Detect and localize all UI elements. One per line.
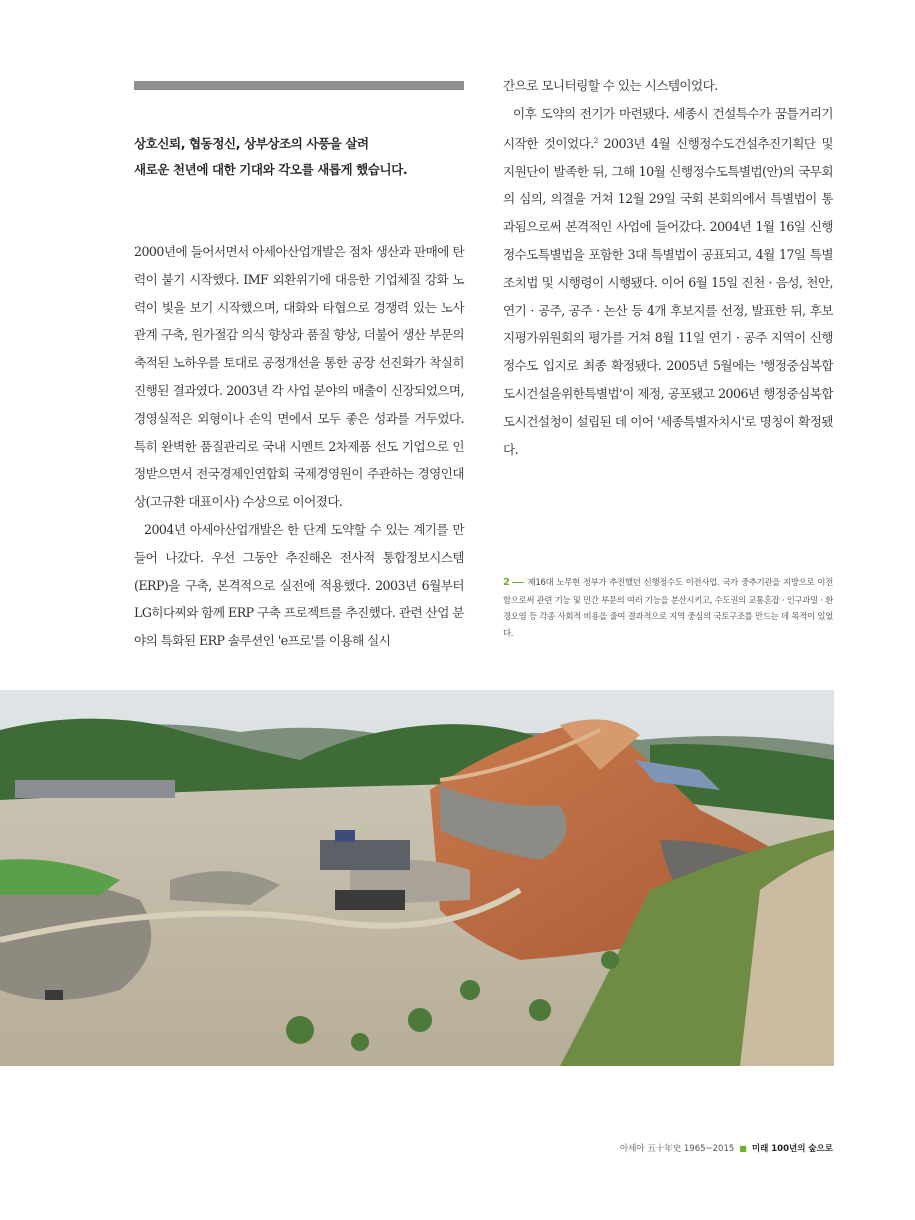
footer-book-title: 아세아 五十年史 1965~2015	[619, 1144, 735, 1154]
footnote-number: 2	[503, 577, 524, 588]
right-paragraph-2b: 2003년 4월 신행정수도건설추진기획단 및 지원단이 발족한 뒤, 그해 10월 신행정수도특별법(안)의 국무회의 심의, 의결을 거쳐 12월 29일 국회 본회의에서 특별법이 통과됨으로써 본격적인 사업에 들어갔다. 2004년 1월 16일 신행정수도특별법을 포함한 3대 특별법이 공표되고, 4월 17일 특별조치법 및 시행령이 시행됐다. 이어 6월 15일 진천 · 음성, 천안, 연기 · 공주, 공주 · 논산 등 4개 후보지를 선정, 발표한 뒤, 후보지평가위원회의 평가를 거쳐 8월 11일 연기 · 공주 지역이 신행정수도 입지로 최종 확정됐다. 2005년 5월에는 '행정중심복합도시건설을위한특별법'이 제정, 공포됐고 2006년 행정중심복합도시건설청이 설립된 데 이어 '세종특별자치시'로 명칭이 확정됐다.	[503, 135, 833, 457]
left-column	[134, 238, 464, 655]
right-paragraph-2a: 이후 도약의 전기가 마련됐다. 세종시 건설특수가 꿈틀거리기 시작한 것이었다.	[503, 105, 833, 151]
lead-statement	[134, 131, 474, 183]
lead-line-1: 상호신뢰, 협동정신, 상부상조의 사풍을 살려	[134, 136, 369, 151]
page-footer	[620, 1142, 833, 1154]
footnote-reference: 2	[593, 136, 598, 145]
lead-line-2: 새로운 천년에 대한 기대와 각오를 새롭게 했습니다.	[134, 162, 408, 177]
footnote-text: 제16대 노무현 정부가 추진했던 신행정수도 이전사업. 국가 중추기관을 지방으로 이전함으로써 관련 기능 및 민간 부문의 여러 기능을 분산시키고, 수도권의 교통혼잡 · 인구과밀 · 환경오염 등 각종 사회적 비용을 줄여 결과적으로 지역 중심의 국토구조를 만드는 데 목적이 있었다.	[503, 577, 833, 638]
footnote	[503, 574, 833, 641]
right-paragraph-1: 간으로 모니터링할 수 있는 시스템이었다.	[503, 78, 718, 93]
footer-chapter-title: 미래 100년의 숲으로	[751, 1144, 833, 1154]
left-paragraph-2: 2004년 아세아산업개발은 한 단계 도약할 수 있는 계기를 만들어 나갔다. 우선 그동안 추진해온 전사적 통합정보시스템(ERP)을 구축, 본격적으로 실전에 적용했다. 2003년 6월부터 LG히다찌와 함께 ERP 구축 프로젝트를 추진했다. 관련 산업 분야의 특화된 ERP 솔루션인 'e프로'를 이용해 실시	[134, 521, 464, 649]
right-paragraph-2	[503, 100, 833, 464]
left-paragraph-1: 2000년에 들어서면서 아세아산업개발은 점차 생산과 판매에 탄력이 붙기 시작했다. IMF 외환위기에 대응한 기업체질 강화 노력이 빛을 보기 시작했으며, 대화와 타협으로 경쟁력 있는 노사관계 구축, 원가절감 의식 향상과 품질 향상, 더불어 생산 부문의 축적된 노하우를 토대로 공정개선을 통한 공장 선진화가 착실히 진행된 결과였다. 2003년 각 사업 분야의 매출이 신장되었으며, 경영실적은 외형이나 손익 면에서 모두 좋은 성과를 거두었다. 특히 완벽한 품질관리로 국내 시멘트 2차제품 선도 기업으로 인정받으면서 전국경제인연합회 국제경영원이 주관하는 경영인대상(고규환 대표이사) 수상으로 이어졌다.	[134, 244, 464, 510]
quarry-photo	[0, 690, 834, 1066]
right-column	[503, 72, 833, 463]
footer-separator: ■	[739, 1144, 747, 1153]
section-divider-bar	[134, 81, 464, 90]
